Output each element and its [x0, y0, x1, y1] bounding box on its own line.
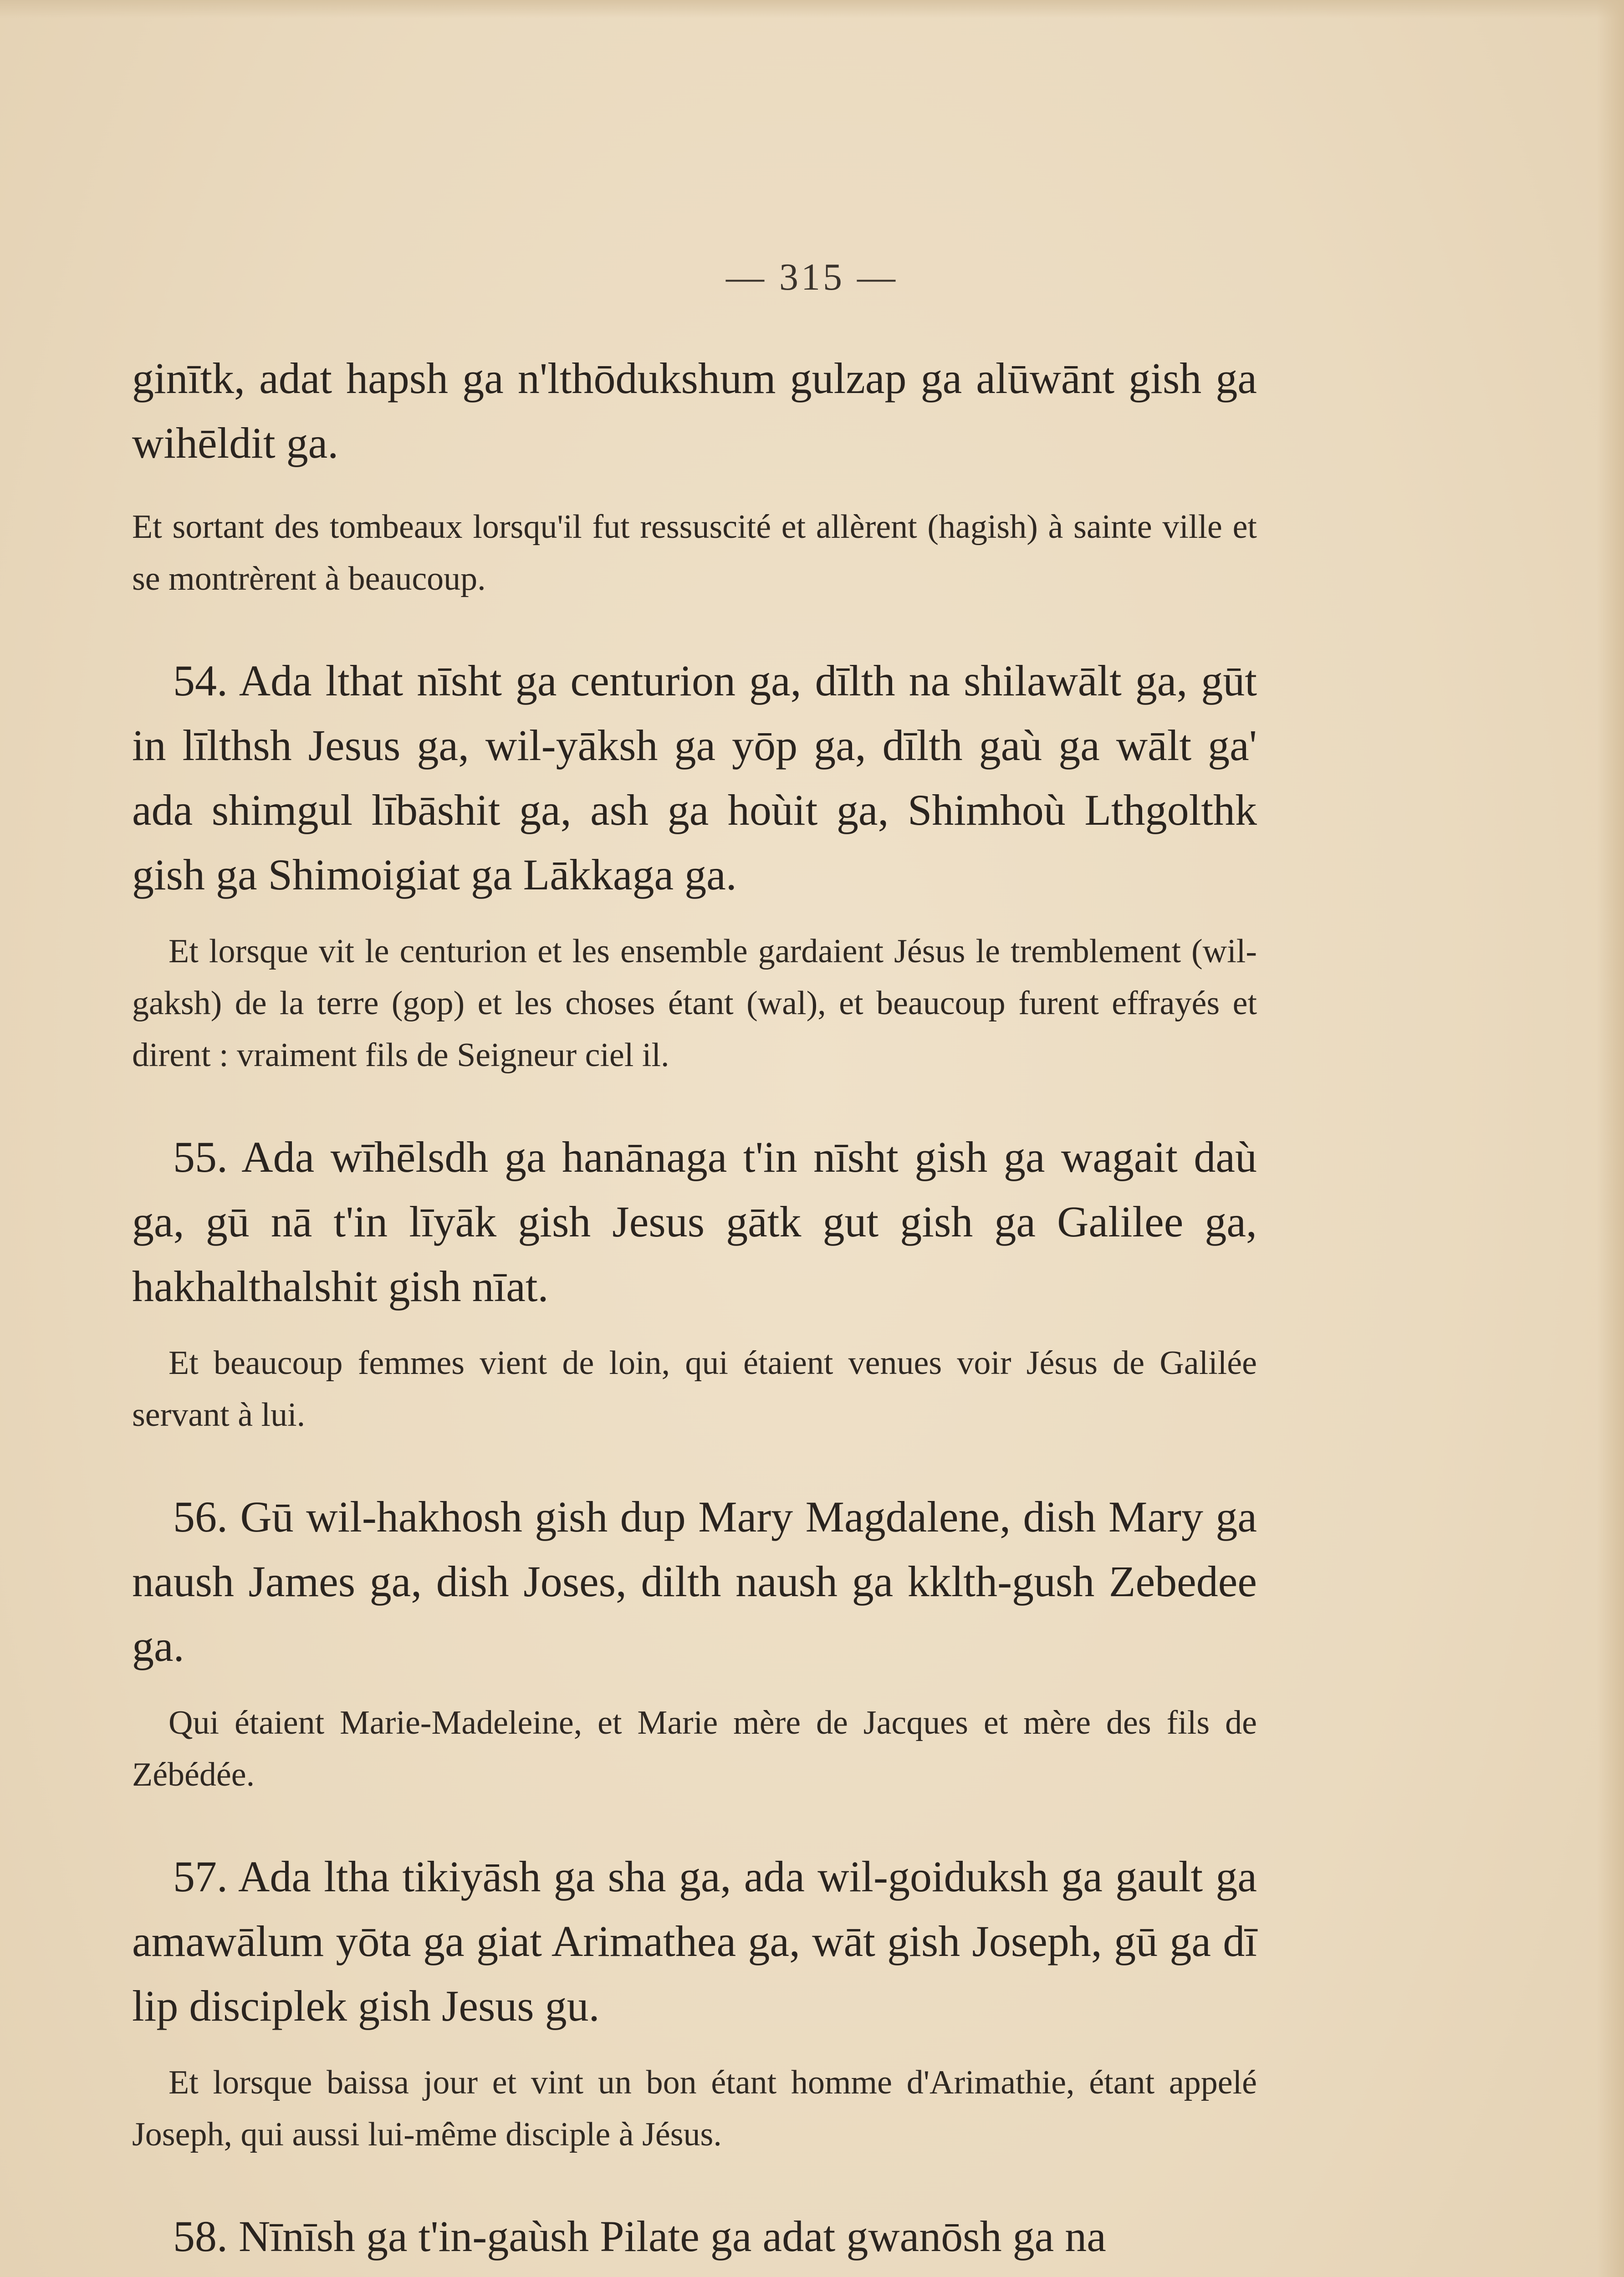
- native-verse-text: Ada ltha tikiyāsh ga sha ga, ada wil-goiduksh ga gault ga amawālum yōta ga giat Arimathea ga, wāt gish Joseph, gū ga dī lip disciplek gish Jesus gu.: [132, 1852, 1257, 2030]
- french-translation: Qui étaient Marie-Madeleine, et Marie mère de Jacques et mère des fils de Zébédée.: [132, 1704, 1257, 1793]
- page-body: [132, 346, 1257, 2269]
- native-text: [132, 1844, 1257, 2038]
- french-translation: Et beaucoup femmes vient de loin, qui étaient venues voir Jésus de Galilée servant à lui.: [132, 1344, 1257, 1434]
- native-text: [132, 2204, 1257, 2269]
- native-text: [132, 1125, 1257, 1319]
- verse-block-57: [132, 1844, 1257, 2160]
- native-text: [132, 1485, 1257, 1679]
- verse-block-56: [132, 1485, 1257, 1801]
- verse-block-55: [132, 1125, 1257, 1441]
- verse-number: 55.: [173, 1133, 228, 1181]
- verse-number: 57.: [173, 1852, 228, 1901]
- verse-number: 54.: [173, 656, 228, 705]
- verse-number: 56.: [173, 1492, 228, 1541]
- native-verse-text: Ada lthat nīsht ga centurion ga, dīlth na shilawālt ga, gūt in līlthsh Jesus ga, wil-yāksh ga yōp ga, dīlth gaù ga wālt ga' ada shimgul lībāshit ga, ash ga hoùit ga, Shimhoù Lthgolthk gish ga Shimoigiat ga Lākkaga ga.: [132, 656, 1257, 899]
- french-translation: Et lorsque vit le centurion et les ensemble gardaient Jésus le tremblement (wil-gaksh) de la terre (gop) et les choses étant (wal), et beaucoup furent effrayés et dirent : vraiment fils de Seigneur ciel il.: [132, 933, 1257, 1074]
- native-text: [132, 648, 1257, 907]
- native-verse-text: Ada wīhēlsdh ga hanānaga t'in nīsht gish ga wagait daù ga, gū nā t'in līyāk gish Jesus gātk gut gish ga Galilee ga, hakhalthalshit gish nīat.: [132, 1133, 1257, 1311]
- page-edge-top: [0, 0, 1624, 18]
- native-verse-text: Gū wil-hakhosh gish dup Mary Magdalene, dish Mary ga naush James ga, dish Joses, dilth naush ga kklth-gush Zebedee ga.: [132, 1492, 1257, 1670]
- page-edge-right: [1597, 0, 1624, 2277]
- french-translation: Et lorsque baissa jour et vint un bon étant homme d'Arimathie, étant appelé Joseph, qui aussi lui-même disciple à Jésus.: [132, 2064, 1257, 2153]
- french-translation: Et sortant des tombeaux lorsqu'il fut ressuscité et allèrent (hagish) à sainte ville et se montrèrent à beaucoup.: [132, 508, 1257, 597]
- native-text: ginītk, adat hapsh ga n'lthōdukshum gulzap ga alūwānt gish ga wihēldit ga.: [132, 354, 1257, 467]
- verse-block-continuation: [132, 346, 1257, 605]
- page-number: — 315 —: [726, 256, 898, 298]
- verse-block-58: [132, 2204, 1257, 2269]
- verse-block-54: [132, 648, 1257, 1081]
- verse-number: 58.: [173, 2212, 228, 2261]
- native-verse-text: Nīnīsh ga t'in-gaùsh Pilate ga adat gwanōsh ga na: [239, 2212, 1106, 2261]
